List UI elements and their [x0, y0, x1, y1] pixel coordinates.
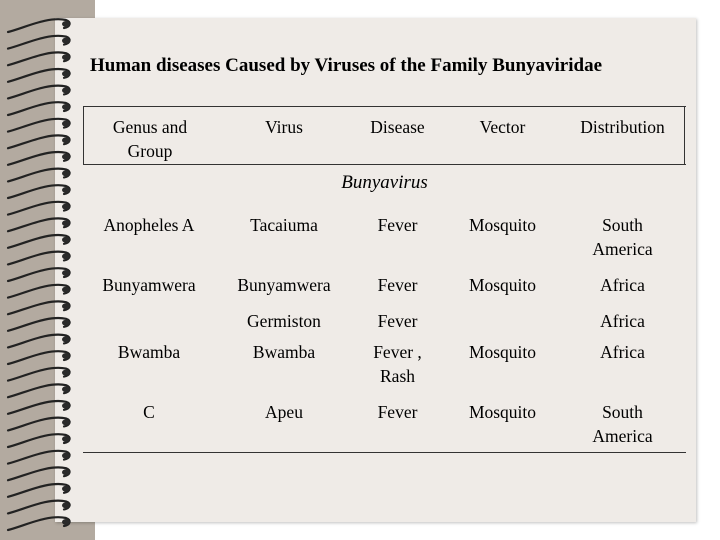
table-cell-virus: Apeu [265, 402, 303, 422]
binding-ring [8, 86, 70, 99]
binding-ring [8, 169, 70, 182]
binding-hole [62, 287, 70, 293]
header-bottom-border [83, 164, 686, 165]
binding-hole [62, 54, 70, 60]
binding-ring [8, 52, 70, 65]
binding-ring [8, 185, 70, 198]
header-border-left [83, 106, 84, 164]
binding-hole [62, 370, 70, 376]
spiral-binding [0, 0, 90, 540]
table-cell-disease: Fever [377, 402, 418, 422]
binding-hole [62, 320, 70, 326]
binding-hole [62, 469, 70, 475]
binding-hole [62, 270, 70, 276]
binding-hole [62, 403, 70, 409]
binding-ring [8, 218, 70, 231]
binding-hole [62, 170, 70, 176]
binding-ring [8, 351, 70, 364]
header-distribution: Distribution [580, 117, 665, 137]
binding-hole [62, 204, 70, 210]
binding-ring [8, 418, 70, 431]
table-cell-disease: Fever [377, 275, 418, 295]
binding-hole [62, 436, 70, 442]
binding-hole [62, 336, 70, 342]
distribution-line2: America [592, 426, 653, 446]
header-vector: Vector [479, 117, 526, 137]
binding-hole [62, 21, 70, 27]
binding-hole [62, 353, 70, 359]
header-disease: Disease [370, 117, 425, 137]
binding-ring [8, 434, 70, 447]
table-cell-distribution: Africa [600, 275, 645, 295]
binding-ring [8, 301, 70, 314]
binding-hole [62, 519, 70, 525]
binding-hole [62, 237, 70, 243]
binding-ring [8, 335, 70, 348]
binding-ring [8, 102, 70, 115]
table-cell-disease: Fever [377, 215, 418, 235]
binding-hole [62, 137, 70, 143]
disease-line1: Fever , [373, 342, 422, 362]
table-cell-virus: Bunyamwera [237, 275, 331, 295]
table-cell-disease [345, 340, 450, 388]
binding-hole [62, 104, 70, 110]
binding-hole [62, 71, 70, 77]
binding-hole [62, 453, 70, 459]
binding-ring [8, 451, 70, 464]
table-cell-disease: Fever [377, 311, 418, 331]
section-bunyavirus: Bunyavirus [341, 172, 428, 193]
binding-hole [62, 303, 70, 309]
binding-ring [8, 135, 70, 148]
binding-ring [8, 152, 70, 165]
table-cell-vector: Mosquito [468, 275, 537, 295]
binding-ring [8, 119, 70, 132]
binding-ring [8, 401, 70, 414]
binding-hole [62, 386, 70, 392]
binding-hole [62, 154, 70, 160]
binding-ring [8, 501, 70, 514]
header-genus-line1: Genus and [112, 117, 188, 137]
binding-ring [8, 235, 70, 248]
table-cell-genus: C [143, 402, 155, 422]
binding-hole [62, 220, 70, 226]
binding-hole [62, 502, 70, 508]
binding-hole [62, 187, 70, 193]
table-cell-virus: Bwamba [252, 342, 316, 362]
binding-ring [8, 467, 70, 480]
header-genus [90, 115, 210, 163]
distribution-line1: South [602, 215, 643, 235]
distribution-line2: America [592, 239, 653, 259]
binding-ring [8, 368, 70, 381]
binding-ring [8, 36, 70, 49]
table-cell-distribution: Africa [600, 342, 645, 362]
binding-ring [8, 517, 70, 530]
table-top-border [83, 106, 686, 107]
table-cell-genus: Anopheles A [103, 215, 195, 235]
binding-ring [8, 318, 70, 331]
binding-ring [8, 202, 70, 215]
binding-hole [62, 121, 70, 127]
header-virus: Virus [265, 117, 303, 137]
binding-hole [62, 87, 70, 93]
binding-hole [62, 38, 70, 44]
table-cell-virus: Tacaiuma [250, 215, 318, 235]
header-genus-line2: Group [127, 141, 173, 161]
distribution-line1: South [602, 402, 643, 422]
table-cell-distribution: Africa [600, 311, 645, 331]
table-cell-vector: Mosquito [468, 215, 537, 235]
binding-ring [8, 285, 70, 298]
binding-ring [8, 268, 70, 281]
disease-line2: Rash [380, 366, 415, 386]
table-cell-virus: Germiston [247, 311, 321, 331]
table-cell-vector: Mosquito [468, 342, 537, 362]
binding-hole [62, 419, 70, 425]
table-cell-vector: Mosquito [468, 402, 537, 422]
table-cell-genus: Bwamba [117, 342, 181, 362]
slide-title: Human diseases Caused by Viruses of the Family Bunyaviridae [90, 55, 602, 76]
table-cell-distribution [560, 213, 685, 261]
binding-ring [8, 69, 70, 82]
binding-ring [8, 484, 70, 497]
table-bottom-border [83, 452, 686, 453]
binding-hole [62, 253, 70, 259]
table-cell-genus: Bunyamwera [102, 275, 196, 295]
binding-hole [62, 486, 70, 492]
table-cell-distribution [560, 400, 685, 448]
binding-ring [8, 19, 70, 32]
binding-ring [8, 384, 70, 397]
binding-ring [8, 252, 70, 265]
